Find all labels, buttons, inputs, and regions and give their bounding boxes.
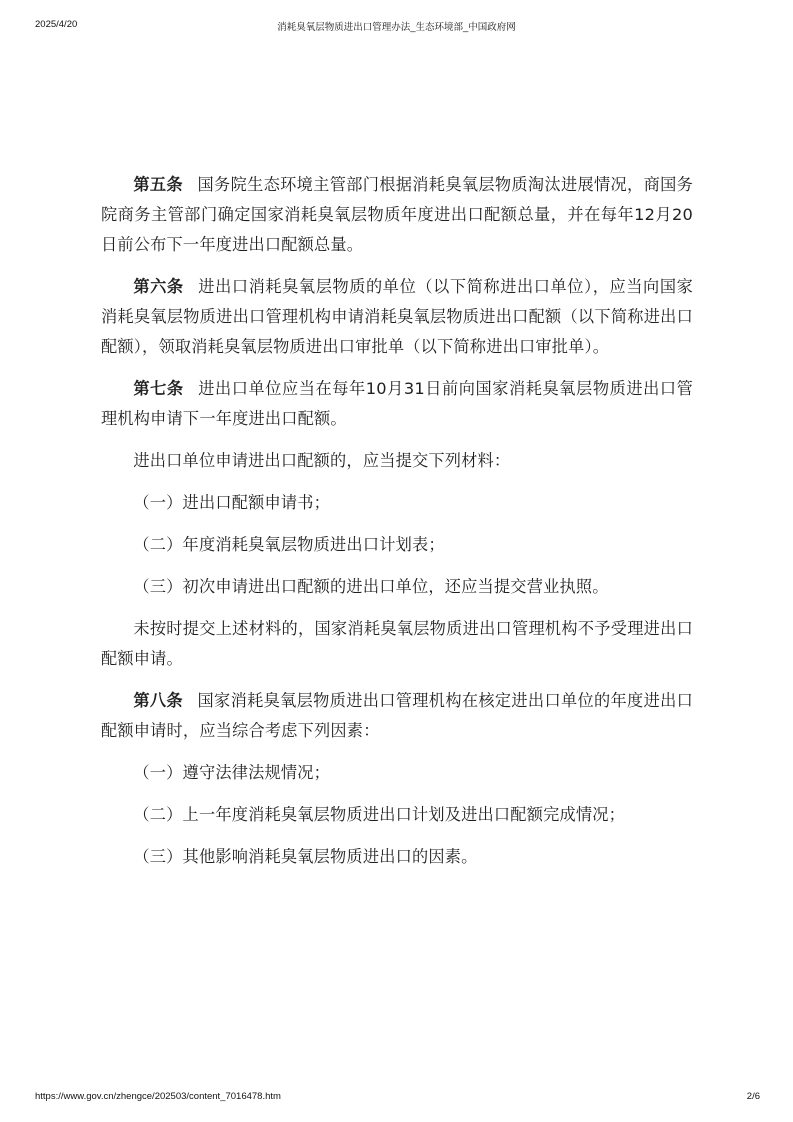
paragraph-text: （二）年度消耗臭氧层物质进出口计划表； xyxy=(133,535,445,554)
paragraph xyxy=(101,170,693,260)
list-item xyxy=(101,488,693,518)
document-body xyxy=(101,170,693,884)
paragraph-text: 进出口消耗臭氧层物质的单位（以下简称进出口单位），应当向国家消耗臭氧层物质进出口管理机构申请消耗臭氧层物质进出口配额（以下简称进出口配额），领取消耗臭氧层物质进出口审批单（以下简称进出口审批单）。 xyxy=(101,277,693,356)
list-item xyxy=(101,758,693,788)
paragraph xyxy=(101,374,693,434)
paragraph-text: （一）遵守法律法规情况； xyxy=(133,763,331,782)
list-item xyxy=(101,530,693,560)
page-title: 消耗臭氧层物质进出口管理办法_生态环境部_中国政府网 xyxy=(277,22,516,33)
list-item xyxy=(101,572,693,602)
page-url: https://www.gov.cn/zhengce/202503/content_7016478.htm xyxy=(35,1091,281,1102)
paragraph-text: （三）初次申请进出口配额的进出口单位，还应当提交营业执照。 xyxy=(133,577,609,596)
paragraph-text: 进出口单位应当在每年10月31日前向国家消耗臭氧层物质进出口管理机构申请下一年度进出口配额。 xyxy=(101,379,693,428)
article-heading: 第六条 xyxy=(133,277,184,296)
print-date: 2025/4/20 xyxy=(35,19,78,30)
paragraph-text: （一）进出口配额申请书； xyxy=(133,493,331,512)
paragraph-text: 国家消耗臭氧层物质进出口管理机构在核定进出口单位的年度进出口配额申请时，应当综合考虑下列因素： xyxy=(101,691,693,740)
article-heading: 第八条 xyxy=(133,691,183,710)
paragraph xyxy=(101,686,693,746)
article-heading: 第五条 xyxy=(133,175,183,194)
paragraph xyxy=(101,614,693,674)
list-item xyxy=(101,842,693,872)
list-item xyxy=(101,800,693,830)
paragraph-text: 国务院生态环境主管部门根据消耗臭氧层物质淘汰进展情况，商国务院商务主管部门确定国家消耗臭氧层物质年度进出口配额总量，并在每年12月20日前公布下一年度进出口配额总量。 xyxy=(101,175,693,254)
paragraph-text: 未按时提交上述材料的，国家消耗臭氧层物质进出口管理机构不予受理进出口配额申请。 xyxy=(101,619,693,668)
paragraph xyxy=(101,272,693,362)
paragraph-text: 进出口单位申请进出口配额的，应当提交下列材料： xyxy=(133,451,511,470)
paragraph xyxy=(101,446,693,476)
page-number: 2/6 xyxy=(746,1091,760,1102)
paragraph-text: （三）其他影响消耗臭氧层物质进出口的因素。 xyxy=(133,847,478,866)
article-heading: 第七条 xyxy=(133,379,184,398)
paragraph-text: （二）上一年度消耗臭氧层物质进出口计划及进出口配额完成情况； xyxy=(133,805,626,824)
